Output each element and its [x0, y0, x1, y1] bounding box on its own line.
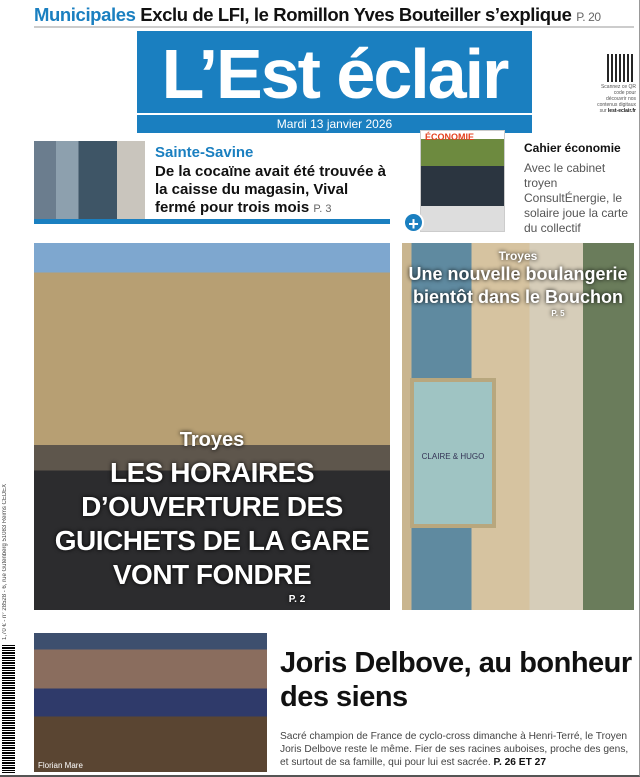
- cahier-desc: Avec le cabinet troyen ConsultÉnergie, le solaire joue la carte du collectif: [524, 161, 629, 235]
- issue-date: Mardi 13 janvier 2026: [137, 113, 532, 133]
- savine-article[interactable]: [155, 144, 390, 218]
- boulangerie-kicker: Troyes: [498, 249, 538, 263]
- qr-code-icon[interactable]: [607, 54, 635, 82]
- savine-headline-text: De la cocaïne avait été trouvée à la caisse du magasin, Vival fermé pour trois mois: [155, 163, 386, 216]
- top-headline-text: Exclu de LFI, le Romillon Yves Bouteiller s’explique: [140, 4, 572, 25]
- cahier-economie[interactable]: [524, 141, 636, 236]
- joris-page-ref: P. 26 ET 27: [493, 757, 546, 768]
- boulangerie-article[interactable]: [402, 243, 634, 610]
- top-kicker: Municipales: [34, 4, 136, 25]
- economie-cover-thumbnail[interactable]: [420, 130, 505, 232]
- joris-body-text: Sacré champion de France de cyclo-cross dimanche à Henri-Terré, le Troyen Joris Delbove reste le même. Fier de ses racines auboises, proche des gens, et surtout de sa famille, qui pour lui est sacrée.: [280, 731, 629, 768]
- qr-caption-text: Scannez ce QR code pour découvrir nos contenus digitaux sur: [597, 84, 636, 114]
- barcode-icon: [2, 645, 15, 773]
- joris-body: [280, 730, 635, 769]
- masthead-logo: L’Est éclair: [161, 35, 508, 113]
- savine-page-ref: P. 3: [313, 203, 332, 215]
- savine-kicker: Sainte-Savine: [155, 144, 254, 161]
- photo-credit: Florian Mare: [38, 761, 83, 770]
- gare-article[interactable]: [34, 243, 390, 610]
- top-headline[interactable]: [34, 4, 634, 28]
- imprint-text: 1,70 € - n° 28528 - 6, rue Gutenberg 51083 Reims CEDEX: [2, 483, 8, 640]
- boulangerie-page-ref: P. 5: [551, 309, 565, 318]
- joris-headline: Joris Delbove, au bonheur des siens: [280, 647, 632, 713]
- joris-article[interactable]: [280, 646, 635, 769]
- savine-photo: [34, 141, 145, 219]
- gare-page-ref: P. 2: [288, 594, 306, 605]
- divider-bar: [34, 219, 390, 224]
- cyclocross-photo: [34, 633, 267, 772]
- qr-site: lest-eclair.fr: [607, 108, 636, 114]
- top-page-ref: P. 20: [576, 10, 601, 24]
- qr-caption: [592, 84, 636, 114]
- economie-thumb-label: ÉCONOMIE: [425, 132, 475, 142]
- cahier-title: Cahier économie: [524, 141, 621, 155]
- gare-headline: LES HORAIRES D’OUVERTURE DES GUICHETS DE LA GARE VONT FONDRE: [54, 457, 370, 590]
- boulangerie-headline: Une nouvelle boulangerie bientôt dans le Bouchon: [408, 264, 628, 307]
- plus-icon[interactable]: +: [403, 212, 424, 233]
- masthead: [137, 31, 532, 133]
- savine-headline: [155, 163, 390, 218]
- shop-sign: CLAIRE & HUGO: [410, 378, 496, 528]
- gare-kicker: Troyes: [179, 429, 245, 451]
